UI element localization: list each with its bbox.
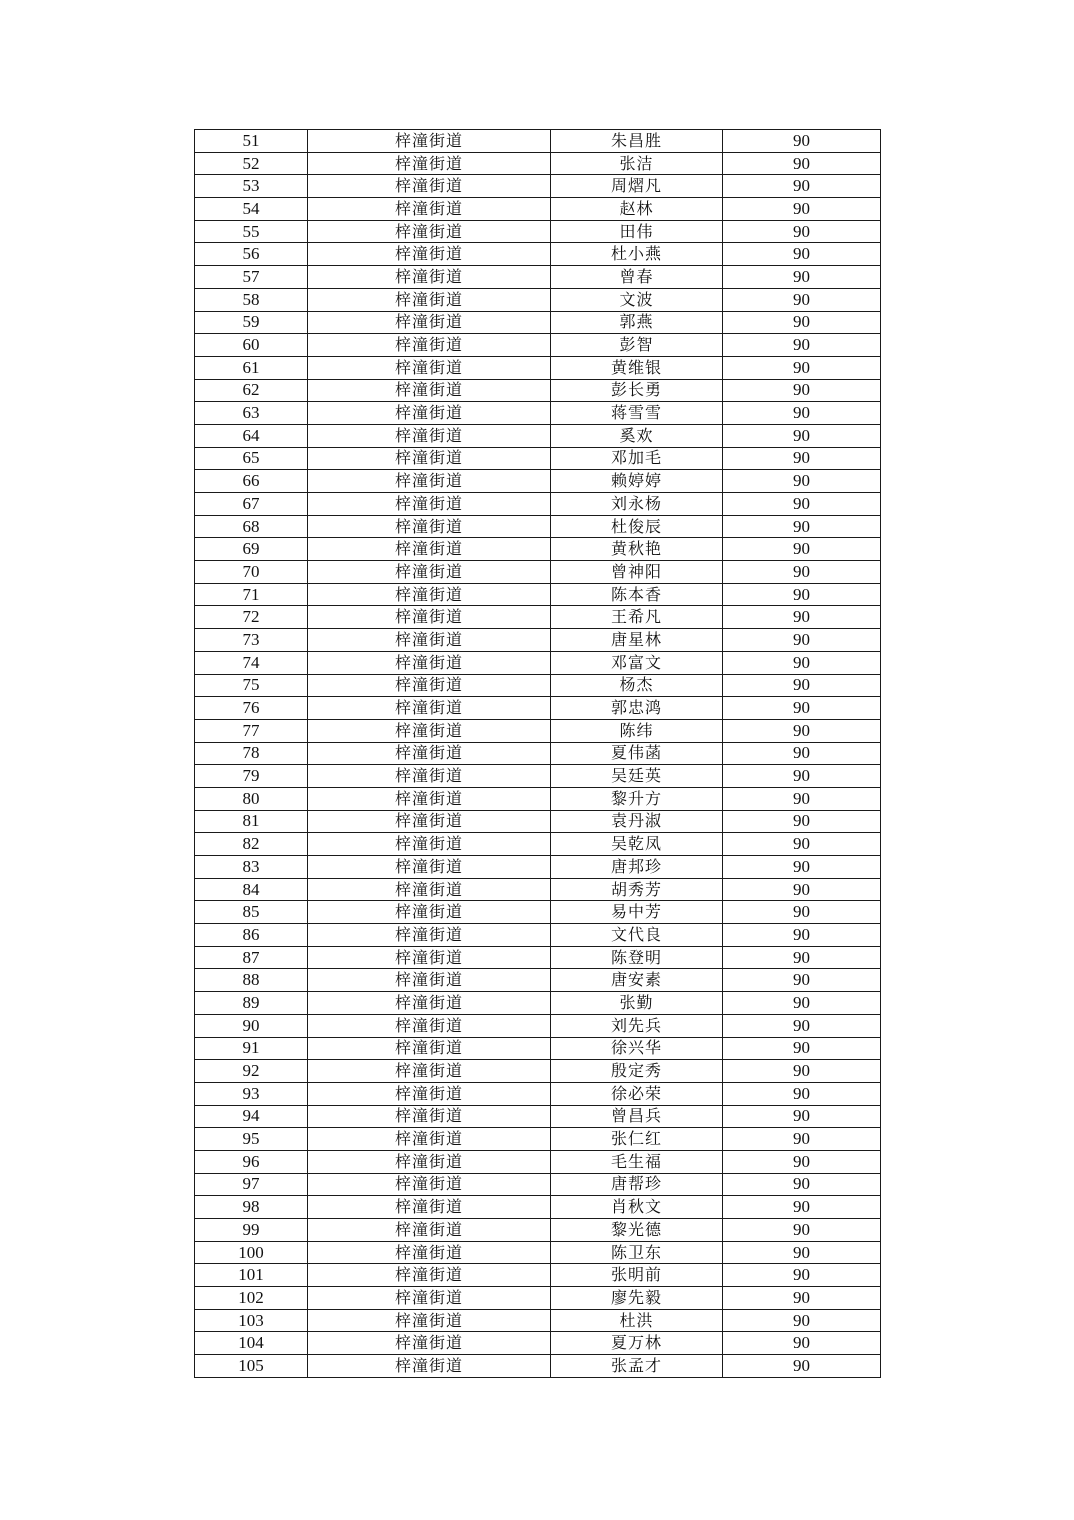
name-cell: 易中芳 — [551, 901, 723, 924]
table-row — [195, 1014, 881, 1037]
name-cell: 陈纬 — [551, 719, 723, 742]
street-cell: 梓潼街道 — [308, 379, 551, 402]
score-cell: 90 — [723, 493, 881, 516]
score-cell: 90 — [723, 538, 881, 561]
name-cell: 曾昌兵 — [551, 1105, 723, 1128]
name-cell: 徐兴华 — [551, 1037, 723, 1060]
roster-table — [194, 129, 881, 1378]
row-number-cell: 59 — [195, 311, 308, 334]
row-number-cell: 79 — [195, 765, 308, 788]
street-cell: 梓潼街道 — [308, 651, 551, 674]
row-number-cell: 60 — [195, 334, 308, 357]
name-cell: 胡秀芳 — [551, 878, 723, 901]
row-number-cell: 78 — [195, 742, 308, 765]
score-cell: 90 — [723, 765, 881, 788]
row-number-cell: 96 — [195, 1150, 308, 1173]
score-cell: 90 — [723, 1241, 881, 1264]
row-number-cell: 80 — [195, 787, 308, 810]
name-cell: 黄秋艳 — [551, 538, 723, 561]
score-cell: 90 — [723, 878, 881, 901]
row-number-cell: 87 — [195, 946, 308, 969]
table-row — [195, 1241, 881, 1264]
table-row — [195, 130, 881, 153]
street-cell: 梓潼街道 — [308, 1332, 551, 1355]
table-row — [195, 697, 881, 720]
street-cell: 梓潼街道 — [308, 288, 551, 311]
score-cell: 90 — [723, 1173, 881, 1196]
row-number-cell: 57 — [195, 266, 308, 289]
score-cell: 90 — [723, 1332, 881, 1355]
name-cell: 郭燕 — [551, 311, 723, 334]
row-number-cell: 69 — [195, 538, 308, 561]
score-cell: 90 — [723, 334, 881, 357]
score-cell: 90 — [723, 1264, 881, 1287]
row-number-cell: 70 — [195, 561, 308, 584]
table-row — [195, 424, 881, 447]
name-cell: 陈本香 — [551, 583, 723, 606]
score-cell: 90 — [723, 651, 881, 674]
score-cell: 90 — [723, 243, 881, 266]
name-cell: 徐必荣 — [551, 1082, 723, 1105]
street-cell: 梓潼街道 — [308, 356, 551, 379]
name-cell: 王希凡 — [551, 606, 723, 629]
street-cell: 梓潼街道 — [308, 334, 551, 357]
table-row — [195, 515, 881, 538]
name-cell: 袁丹淑 — [551, 810, 723, 833]
name-cell: 文代良 — [551, 924, 723, 947]
name-cell: 邓富文 — [551, 651, 723, 674]
score-cell: 90 — [723, 856, 881, 879]
name-cell: 杨杰 — [551, 674, 723, 697]
score-cell: 90 — [723, 969, 881, 992]
table-row — [195, 856, 881, 879]
row-number-cell: 97 — [195, 1173, 308, 1196]
street-cell: 梓潼街道 — [308, 515, 551, 538]
score-cell: 90 — [723, 1196, 881, 1219]
name-cell: 彭长勇 — [551, 379, 723, 402]
name-cell: 张勤 — [551, 992, 723, 1015]
name-cell: 彭智 — [551, 334, 723, 357]
table-row — [195, 493, 881, 516]
name-cell: 黎光德 — [551, 1219, 723, 1242]
table-row — [195, 311, 881, 334]
row-number-cell: 71 — [195, 583, 308, 606]
table-row — [195, 1082, 881, 1105]
name-cell: 张明前 — [551, 1264, 723, 1287]
row-number-cell: 68 — [195, 515, 308, 538]
table-row — [195, 810, 881, 833]
score-cell: 90 — [723, 697, 881, 720]
row-number-cell: 103 — [195, 1309, 308, 1332]
table-row — [195, 1150, 881, 1173]
row-number-cell: 91 — [195, 1037, 308, 1060]
table-row — [195, 266, 881, 289]
street-cell: 梓潼街道 — [308, 1355, 551, 1378]
name-cell: 朱昌胜 — [551, 130, 723, 153]
score-cell: 90 — [723, 515, 881, 538]
row-number-cell: 88 — [195, 969, 308, 992]
name-cell: 邓加毛 — [551, 447, 723, 470]
score-cell: 90 — [723, 1060, 881, 1083]
name-cell: 陈登明 — [551, 946, 723, 969]
table-row — [195, 1060, 881, 1083]
score-cell: 90 — [723, 130, 881, 153]
street-cell: 梓潼街道 — [308, 833, 551, 856]
row-number-cell: 83 — [195, 856, 308, 879]
row-number-cell: 62 — [195, 379, 308, 402]
street-cell: 梓潼街道 — [308, 1287, 551, 1310]
table-row — [195, 561, 881, 584]
name-cell: 郭忠鸿 — [551, 697, 723, 720]
street-cell: 梓潼街道 — [308, 1264, 551, 1287]
row-number-cell: 82 — [195, 833, 308, 856]
score-cell: 90 — [723, 1082, 881, 1105]
table-row — [195, 765, 881, 788]
table-row — [195, 924, 881, 947]
street-cell: 梓潼街道 — [308, 742, 551, 765]
name-cell: 田伟 — [551, 220, 723, 243]
row-number-cell: 100 — [195, 1241, 308, 1264]
name-cell: 黎升方 — [551, 787, 723, 810]
name-cell: 唐安素 — [551, 969, 723, 992]
table-row — [195, 1128, 881, 1151]
row-number-cell: 81 — [195, 810, 308, 833]
row-number-cell: 75 — [195, 674, 308, 697]
name-cell: 毛生福 — [551, 1150, 723, 1173]
street-cell: 梓潼街道 — [308, 946, 551, 969]
table-row — [195, 1105, 881, 1128]
row-number-cell: 92 — [195, 1060, 308, 1083]
name-cell: 唐邦珍 — [551, 856, 723, 879]
name-cell: 张洁 — [551, 152, 723, 175]
table-row — [195, 1287, 881, 1310]
row-number-cell: 86 — [195, 924, 308, 947]
row-number-cell: 94 — [195, 1105, 308, 1128]
row-number-cell: 63 — [195, 402, 308, 425]
row-number-cell: 93 — [195, 1082, 308, 1105]
roster-table-body — [195, 130, 881, 1378]
name-cell: 曾神阳 — [551, 561, 723, 584]
score-cell: 90 — [723, 787, 881, 810]
score-cell: 90 — [723, 311, 881, 334]
table-row — [195, 447, 881, 470]
row-number-cell: 61 — [195, 356, 308, 379]
table-row — [195, 1196, 881, 1219]
table-row — [195, 992, 881, 1015]
table-row — [195, 606, 881, 629]
score-cell: 90 — [723, 152, 881, 175]
score-cell: 90 — [723, 1309, 881, 1332]
street-cell: 梓潼街道 — [308, 1150, 551, 1173]
table-row — [195, 1037, 881, 1060]
name-cell: 赖婷婷 — [551, 470, 723, 493]
street-cell: 梓潼街道 — [308, 629, 551, 652]
street-cell: 梓潼街道 — [308, 198, 551, 221]
street-cell: 梓潼街道 — [308, 583, 551, 606]
row-number-cell: 54 — [195, 198, 308, 221]
name-cell: 唐帮珍 — [551, 1173, 723, 1196]
street-cell: 梓潼街道 — [308, 424, 551, 447]
name-cell: 曾春 — [551, 266, 723, 289]
street-cell: 梓潼街道 — [308, 810, 551, 833]
table-row — [195, 379, 881, 402]
name-cell: 吴乾凤 — [551, 833, 723, 856]
street-cell: 梓潼街道 — [308, 538, 551, 561]
table-row — [195, 742, 881, 765]
street-cell: 梓潼街道 — [308, 1173, 551, 1196]
row-number-cell: 105 — [195, 1355, 308, 1378]
table-row — [195, 538, 881, 561]
row-number-cell: 56 — [195, 243, 308, 266]
street-cell: 梓潼街道 — [308, 1014, 551, 1037]
score-cell: 90 — [723, 1150, 881, 1173]
table-row — [195, 1309, 881, 1332]
name-cell: 杜洪 — [551, 1309, 723, 1332]
street-cell: 梓潼街道 — [308, 719, 551, 742]
score-cell: 90 — [723, 1037, 881, 1060]
row-number-cell: 76 — [195, 697, 308, 720]
score-cell: 90 — [723, 198, 881, 221]
score-cell: 90 — [723, 447, 881, 470]
table-row — [195, 288, 881, 311]
name-cell: 夏伟菡 — [551, 742, 723, 765]
street-cell: 梓潼街道 — [308, 697, 551, 720]
score-cell: 90 — [723, 424, 881, 447]
name-cell: 陈卫东 — [551, 1241, 723, 1264]
name-cell: 唐星林 — [551, 629, 723, 652]
name-cell: 杜小燕 — [551, 243, 723, 266]
name-cell: 周熠凡 — [551, 175, 723, 198]
street-cell: 梓潼街道 — [308, 1241, 551, 1264]
name-cell: 杜俊辰 — [551, 515, 723, 538]
row-number-cell: 95 — [195, 1128, 308, 1151]
table-row — [195, 901, 881, 924]
street-cell: 梓潼街道 — [308, 130, 551, 153]
street-cell: 梓潼街道 — [308, 1196, 551, 1219]
street-cell: 梓潼街道 — [308, 765, 551, 788]
name-cell: 廖先毅 — [551, 1287, 723, 1310]
street-cell: 梓潼街道 — [308, 787, 551, 810]
row-number-cell: 66 — [195, 470, 308, 493]
row-number-cell: 58 — [195, 288, 308, 311]
score-cell: 90 — [723, 561, 881, 584]
table-row — [195, 651, 881, 674]
table-row — [195, 175, 881, 198]
name-cell: 赵林 — [551, 198, 723, 221]
table-row — [195, 1355, 881, 1378]
table-row — [195, 243, 881, 266]
street-cell: 梓潼街道 — [308, 1219, 551, 1242]
name-cell: 刘先兵 — [551, 1014, 723, 1037]
table-row — [195, 402, 881, 425]
street-cell: 梓潼街道 — [308, 878, 551, 901]
table-row — [195, 787, 881, 810]
table-row — [195, 152, 881, 175]
row-number-cell: 73 — [195, 629, 308, 652]
score-cell: 90 — [723, 379, 881, 402]
row-number-cell: 77 — [195, 719, 308, 742]
row-number-cell: 51 — [195, 130, 308, 153]
score-cell: 90 — [723, 606, 881, 629]
table-row — [195, 220, 881, 243]
name-cell: 黄维银 — [551, 356, 723, 379]
name-cell: 张仁红 — [551, 1128, 723, 1151]
street-cell: 梓潼街道 — [308, 561, 551, 584]
table-row — [195, 969, 881, 992]
street-cell: 梓潼街道 — [308, 175, 551, 198]
name-cell: 奚欢 — [551, 424, 723, 447]
row-number-cell: 85 — [195, 901, 308, 924]
table-row — [195, 1173, 881, 1196]
street-cell: 梓潼街道 — [308, 1128, 551, 1151]
street-cell: 梓潼街道 — [308, 220, 551, 243]
score-cell: 90 — [723, 1219, 881, 1242]
row-number-cell: 65 — [195, 447, 308, 470]
score-cell: 90 — [723, 901, 881, 924]
row-number-cell: 52 — [195, 152, 308, 175]
street-cell: 梓潼街道 — [308, 674, 551, 697]
row-number-cell: 84 — [195, 878, 308, 901]
name-cell: 吴廷英 — [551, 765, 723, 788]
name-cell: 文波 — [551, 288, 723, 311]
score-cell: 90 — [723, 1128, 881, 1151]
table-row — [195, 833, 881, 856]
street-cell: 梓潼街道 — [308, 606, 551, 629]
row-number-cell: 104 — [195, 1332, 308, 1355]
name-cell: 张孟才 — [551, 1355, 723, 1378]
score-cell: 90 — [723, 470, 881, 493]
table-row — [195, 719, 881, 742]
score-cell: 90 — [723, 583, 881, 606]
row-number-cell: 64 — [195, 424, 308, 447]
table-row — [195, 356, 881, 379]
row-number-cell: 89 — [195, 992, 308, 1015]
street-cell: 梓潼街道 — [308, 402, 551, 425]
table-row — [195, 674, 881, 697]
row-number-cell: 72 — [195, 606, 308, 629]
row-number-cell: 99 — [195, 1219, 308, 1242]
score-cell: 90 — [723, 629, 881, 652]
street-cell: 梓潼街道 — [308, 311, 551, 334]
street-cell: 梓潼街道 — [308, 1082, 551, 1105]
score-cell: 90 — [723, 924, 881, 947]
score-cell: 90 — [723, 833, 881, 856]
score-cell: 90 — [723, 1105, 881, 1128]
row-number-cell: 90 — [195, 1014, 308, 1037]
street-cell: 梓潼街道 — [308, 243, 551, 266]
row-number-cell: 67 — [195, 493, 308, 516]
table-row — [195, 470, 881, 493]
score-cell: 90 — [723, 1014, 881, 1037]
table-row — [195, 583, 881, 606]
score-cell: 90 — [723, 742, 881, 765]
street-cell: 梓潼街道 — [308, 152, 551, 175]
table-row — [195, 878, 881, 901]
score-cell: 90 — [723, 946, 881, 969]
street-cell: 梓潼街道 — [308, 266, 551, 289]
street-cell: 梓潼街道 — [308, 1309, 551, 1332]
row-number-cell: 102 — [195, 1287, 308, 1310]
score-cell: 90 — [723, 810, 881, 833]
street-cell: 梓潼街道 — [308, 470, 551, 493]
street-cell: 梓潼街道 — [308, 447, 551, 470]
street-cell: 梓潼街道 — [308, 493, 551, 516]
table-row — [195, 1219, 881, 1242]
score-cell: 90 — [723, 1287, 881, 1310]
row-number-cell: 98 — [195, 1196, 308, 1219]
street-cell: 梓潼街道 — [308, 901, 551, 924]
score-cell: 90 — [723, 266, 881, 289]
street-cell: 梓潼街道 — [308, 924, 551, 947]
street-cell: 梓潼街道 — [308, 992, 551, 1015]
street-cell: 梓潼街道 — [308, 1037, 551, 1060]
score-cell: 90 — [723, 402, 881, 425]
score-cell: 90 — [723, 719, 881, 742]
score-cell: 90 — [723, 674, 881, 697]
row-number-cell: 74 — [195, 651, 308, 674]
table-row — [195, 1332, 881, 1355]
name-cell: 肖秋文 — [551, 1196, 723, 1219]
street-cell: 梓潼街道 — [308, 1105, 551, 1128]
street-cell: 梓潼街道 — [308, 1060, 551, 1083]
name-cell: 殷定秀 — [551, 1060, 723, 1083]
street-cell: 梓潼街道 — [308, 969, 551, 992]
score-cell: 90 — [723, 220, 881, 243]
table-row — [195, 334, 881, 357]
score-cell: 90 — [723, 288, 881, 311]
table-row — [195, 1264, 881, 1287]
row-number-cell: 55 — [195, 220, 308, 243]
table-row — [195, 946, 881, 969]
score-cell: 90 — [723, 992, 881, 1015]
score-cell: 90 — [723, 1355, 881, 1378]
table-row — [195, 198, 881, 221]
street-cell: 梓潼街道 — [308, 856, 551, 879]
name-cell: 刘永杨 — [551, 493, 723, 516]
name-cell: 蒋雪雪 — [551, 402, 723, 425]
table-row — [195, 629, 881, 652]
name-cell: 夏万林 — [551, 1332, 723, 1355]
row-number-cell: 101 — [195, 1264, 308, 1287]
score-cell: 90 — [723, 356, 881, 379]
score-cell: 90 — [723, 175, 881, 198]
row-number-cell: 53 — [195, 175, 308, 198]
